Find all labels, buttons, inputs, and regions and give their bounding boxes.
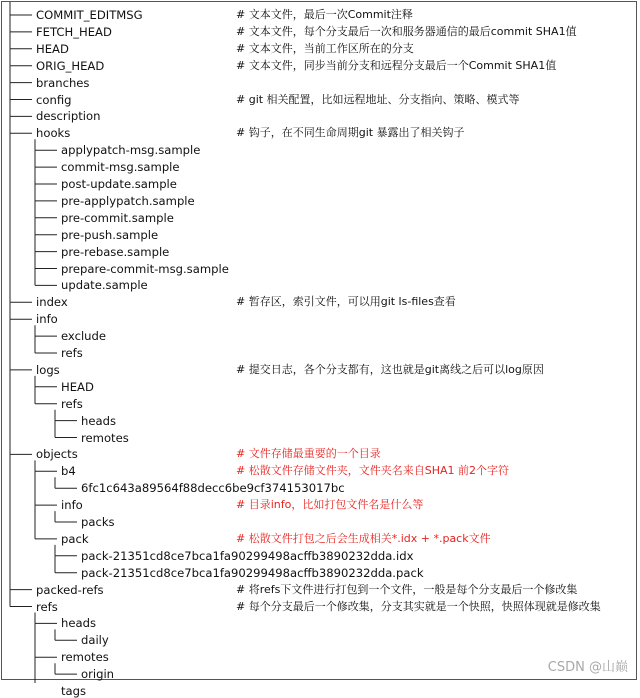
tree-item-label: HEAD (36, 41, 69, 56)
tree-item-label: HEAD (61, 379, 94, 394)
tree-item-label: packed-refs (36, 582, 104, 597)
watermark: CSDN @山巅 (547, 660, 628, 675)
tree-item-label: index (36, 295, 68, 310)
tree-item-label: FETCH_HEAD (36, 24, 112, 39)
tree-item-comment: # git 相关配置，比如远程地址、分支指向、策略、模式等 (236, 92, 520, 106)
tree-item-label: config (36, 92, 72, 107)
tree-item-label: remotes (61, 650, 109, 665)
tree-item-label: applypatch-msg.sample (61, 143, 201, 158)
tree-item-comment: # 文本文件，每个分支最后一次和服务器通信的最后commit SHA1值 (236, 24, 577, 38)
tree-item-comment: # 文件存储最重要的一个目录 (236, 447, 381, 461)
tree-item-label: b4 (61, 464, 76, 479)
tree-item-label: update.sample (61, 278, 148, 293)
tree-item-label: heads (61, 616, 96, 631)
tree-item-comment: # 松散文件打包之后会生成相关*.idx + *.pack文件 (236, 531, 491, 545)
tree-item-comment: # 文本文件，最后一次Commit注释 (236, 8, 413, 21)
tree-item-label: post-update.sample (61, 177, 177, 191)
tree-item-comment: # 文本文件，当前工作区所在的分支 (236, 41, 414, 55)
tree-item-label: pre-applypatch.sample (61, 193, 195, 208)
tree-item-label: info (36, 312, 58, 327)
tree-item-label: info (61, 498, 83, 513)
tree-item-label: pre-push.sample (61, 227, 159, 242)
tree-item-comment: # 每个分支最后一个修改集，分支其实就是一个快照，快照体现就是修改集 (236, 599, 601, 613)
tree-item-label: pack (61, 531, 89, 546)
tree-item-comment: # 目录info，比如打包文件名是什么等 (236, 498, 424, 512)
tree-item-comment: # 松散文件存储文件夹，文件夹名来自SHA1 前2个字符 (236, 464, 509, 478)
tree-item-label: 6fc1c643a89564f88decc6be9cf374153017bc (81, 481, 345, 496)
tree-item-label: ORIG_HEAD (36, 58, 105, 73)
tree-item-label: origin (81, 667, 115, 682)
tree-item-comment: # 暂存区，索引文件，可以用git ls-files查看 (236, 295, 456, 309)
tree-item-label: pack-21351cd8ce7bca1fa90299498acffb3890232dda.pack (81, 565, 424, 580)
tree-item-label: remotes (81, 430, 129, 445)
tree-item-label: pre-commit.sample (61, 210, 174, 225)
tree-item-label: prepare-commit-msg.sample (61, 261, 229, 276)
tree-item-label: logs (36, 362, 60, 377)
tree-item-label: heads (81, 413, 116, 428)
tree-item-label: commit-msg.sample (61, 160, 180, 175)
tree-item-label: pack-21351cd8ce7bca1fa90299498acffb3890232dda.idx (81, 548, 414, 563)
tree-item-label: branches (36, 75, 90, 90)
tree-item-label: refs (36, 599, 58, 614)
tree-item-label: refs (61, 396, 83, 411)
tree-item-label: packs (81, 515, 115, 529)
tree-item-label: COMMIT_EDITMSG (36, 8, 143, 22)
tree-item-comment: # 文本文件，同步当前分支和远程分支最后一个Commit SHA1值 (236, 58, 557, 72)
tree-item-comment: # 钩子，在不同生命周期git 暴露出了相关钩子 (236, 126, 465, 140)
tree-item-label: tags (61, 684, 87, 698)
tree-item-label: hooks (36, 126, 71, 141)
tree-item-label: pre-rebase.sample (61, 244, 170, 259)
tree-item-label: exclude (61, 329, 107, 344)
tree-item-comment: # 提交日志，各个分支都有，这也就是git离线之后可以log原因 (236, 362, 544, 376)
tree-item-label: refs (61, 346, 83, 360)
tree-item-comment: # 将refs下文件进行打包到一个文件，一般是每个分支最后一个修改集 (236, 582, 578, 596)
tree-item-label: description (36, 109, 101, 124)
tree-item-label: objects (36, 447, 78, 462)
tree-item-label: daily (81, 633, 109, 648)
